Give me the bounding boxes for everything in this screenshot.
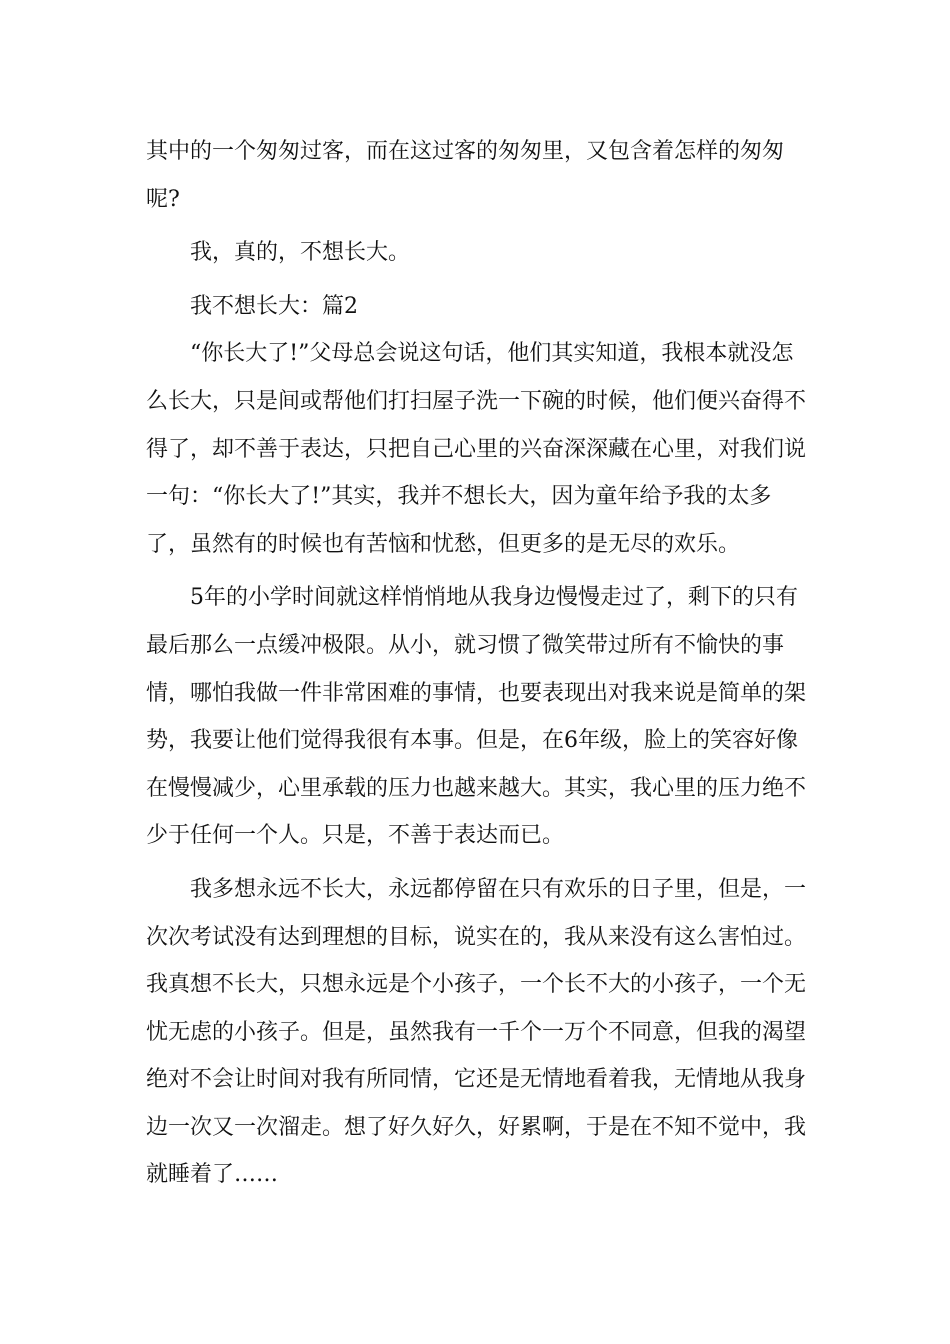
document-body bbox=[146, 128, 814, 1199]
paragraph-continuation: 其中的一个匆匆过客，而在这过客的匆匆里，又包含着怎样的匆匆呢? bbox=[146, 139, 785, 212]
paragraph-body: “你长大了!”父母总会说这句话，他们其实知道，我根本就没怎么长大，只是间或帮他们打扫屋子洗一下碗的时候，他们便兴奋得不得了，却不善于表达，只把自己心里的兴奋深深藏在心里，对我们说一句：“你长大了!”其实，我并不想长大，因为童年给予我的太多了，虽然有的时候也有苦恼和忧愁，但更多的是无尽的欢乐。 bbox=[146, 341, 807, 557]
paragraph-body: 5年的小学时间就这样悄悄地从我身边慢慢走过了，剩下的只有最后那么一点缓冲极限。从小，就习惯了微笑带过所有不愉快的事情，哪怕我做一件非常困难的事情，也要表现出对我来说是简单的架势，我要让他们觉得我很有本事。但是，在6年级，脸上的笑容好像在慢慢减少，心里承载的压力也越来越大。其实，我心里的压力绝不少于任何一个人。只是，不善于表达而已。 bbox=[146, 585, 807, 849]
paragraph-body: 我多想永远不长大，永远都停留在只有欢乐的日子里，但是，一次次考试没有达到理想的目标，说实在的，我从来没有这么害怕过。我真想不长大，只想永远是个小孩子，一个长不大的小孩子，一个无忧无虑的小孩子。但是，虽然我有一千个一万个不同意，但我的渴望绝对不会让时间对我有所同情，它还是无情地看着我，无情地从我身边一次又一次溜走。想了好久好久，好累啊，于是在不知不觉中，我就睡着了…… bbox=[146, 876, 807, 1188]
paragraph-short-statement: 我，真的，不想长大。 bbox=[190, 240, 411, 266]
section-heading: 我不想长大：篇2 bbox=[190, 293, 358, 319]
